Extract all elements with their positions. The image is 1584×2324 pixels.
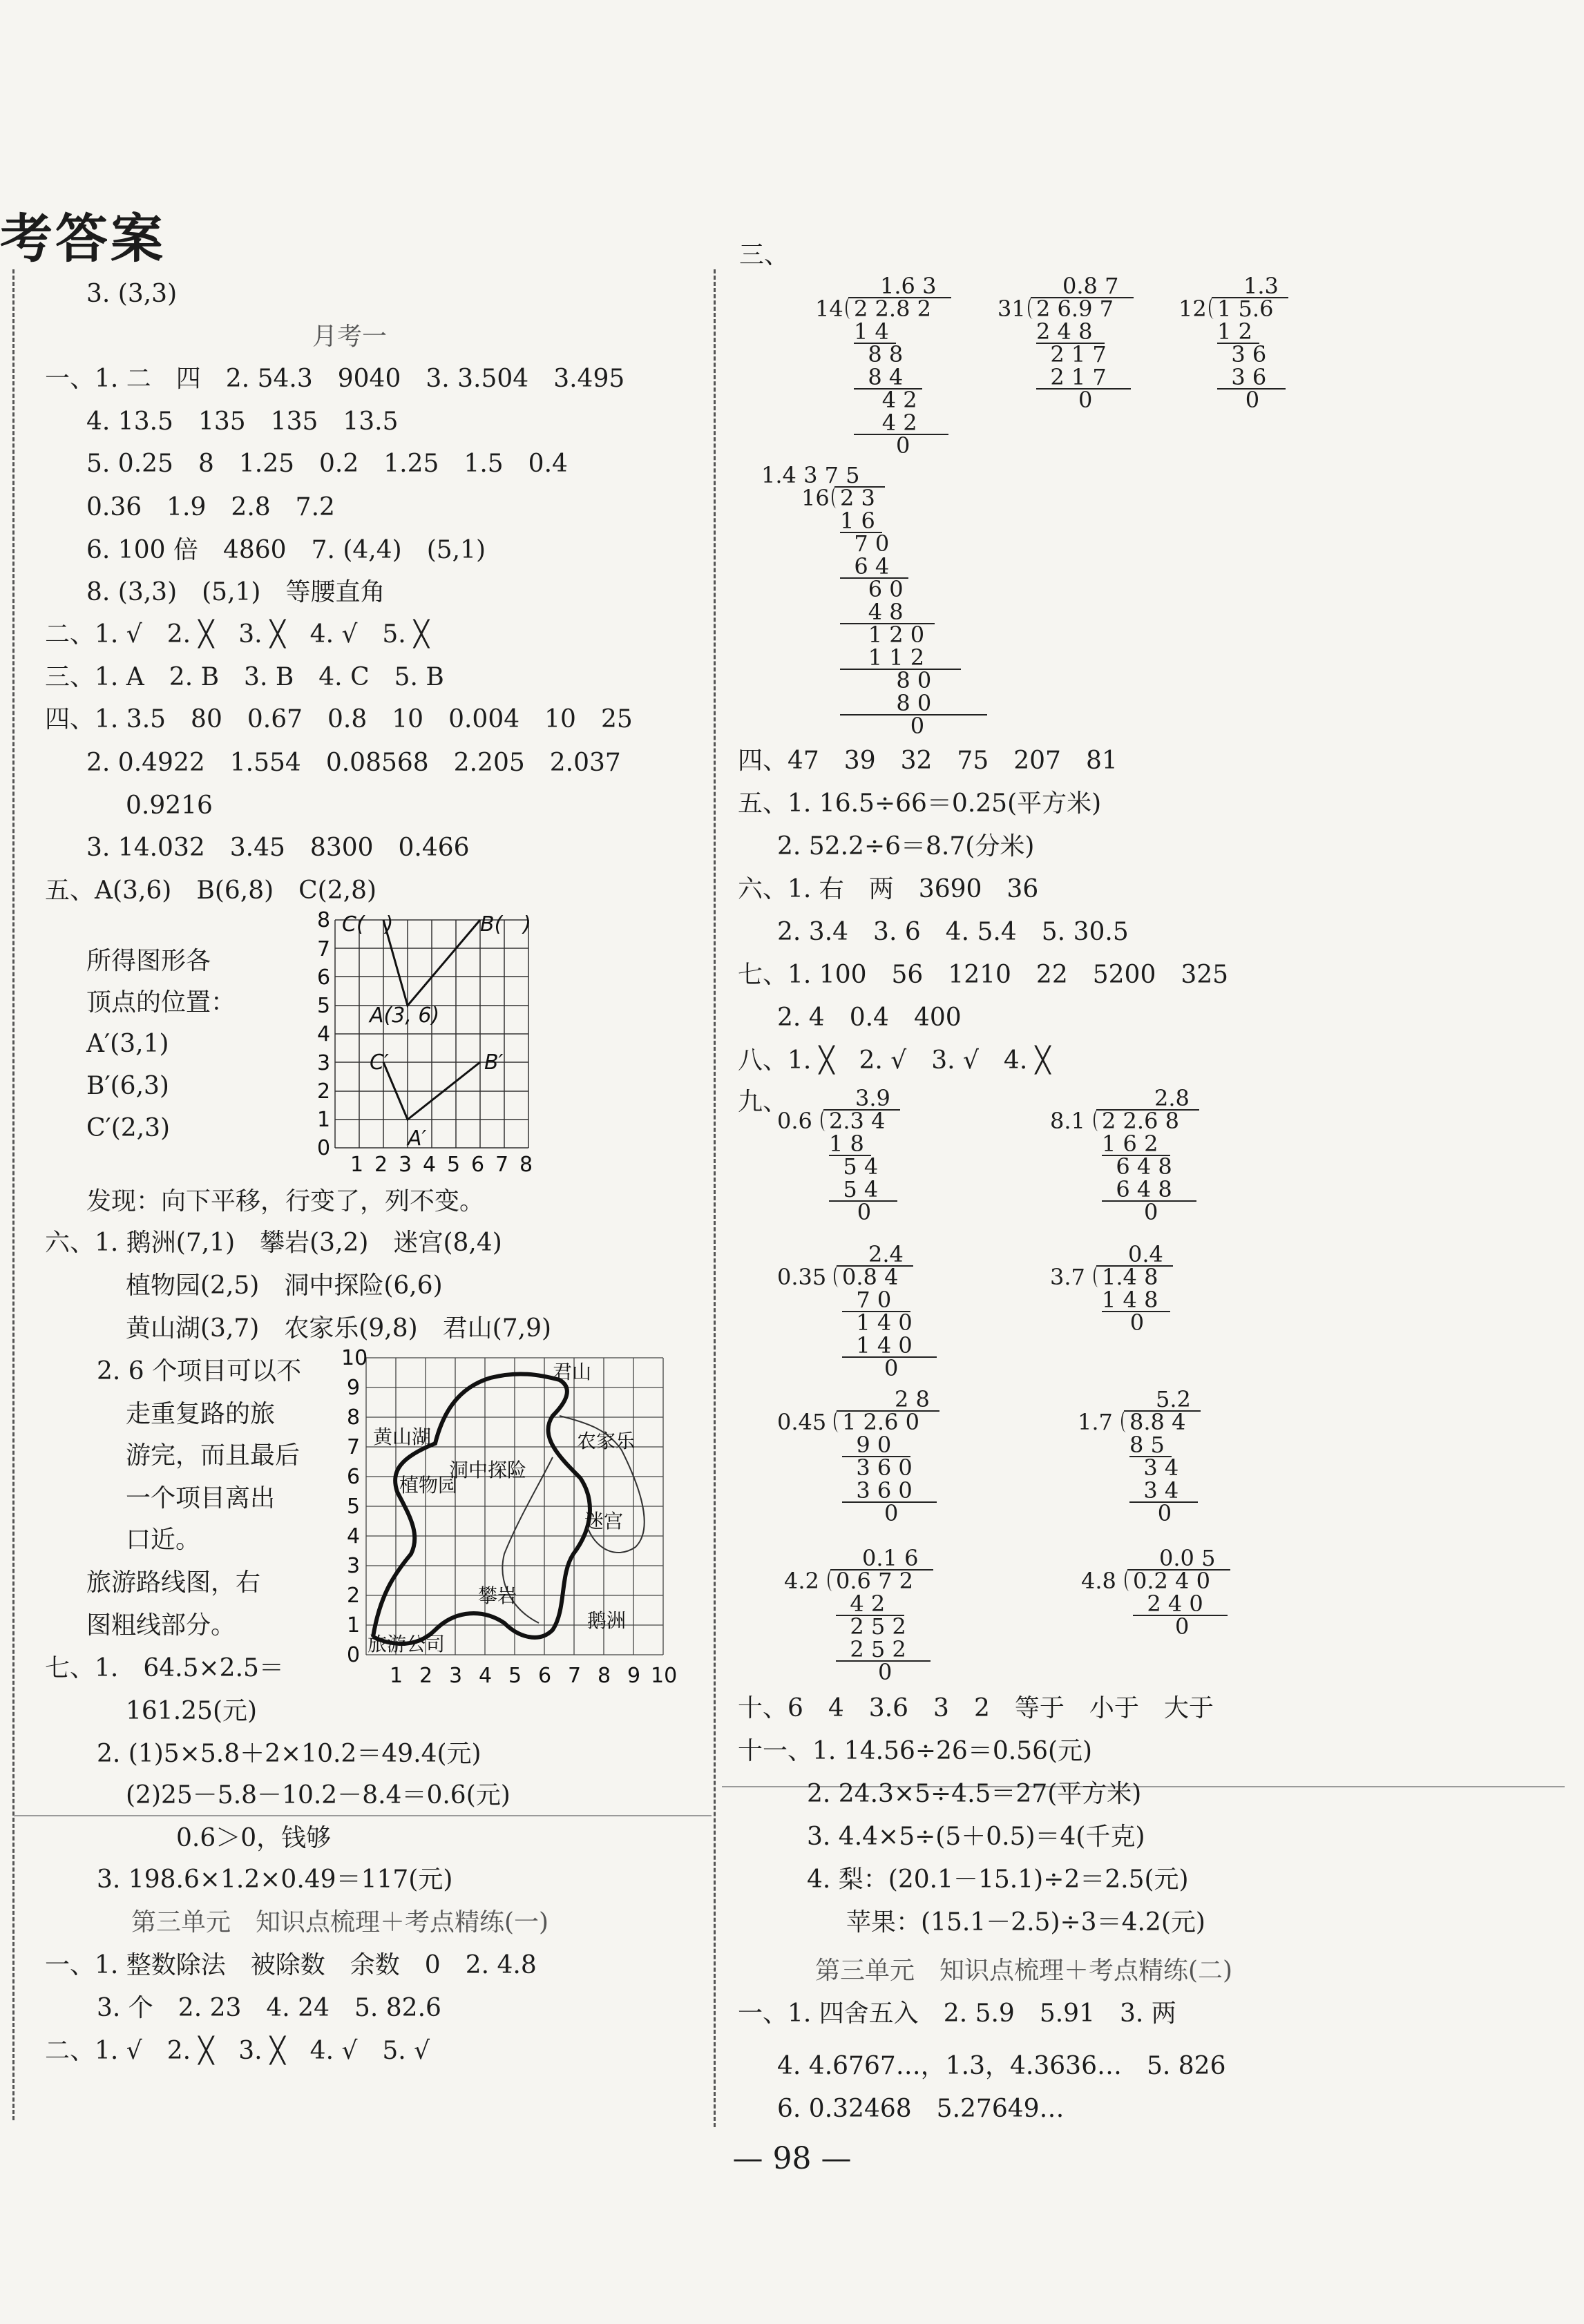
- answer-line: 六、1. 右 两 3690 36: [738, 875, 1039, 903]
- svg-text:3: 3: [317, 1051, 331, 1075]
- tourist-route-map: [332, 1347, 691, 1692]
- answer-line: 一、1. 四舍五入 2. 5.9 5.91 3. 两: [738, 1999, 1176, 2028]
- answer-line: 6. 0.32468 5.27649…: [777, 2095, 1065, 2123]
- divisor: 16: [801, 485, 830, 511]
- division-step: 1 4 8: [1102, 1287, 1158, 1313]
- svg-text:8: 8: [598, 1664, 611, 1688]
- answer-line: 4. 梨：(20.1－15.1)÷2＝2.5(元): [807, 1865, 1189, 1894]
- answer-line: 十一、1. 14.56÷26＝0.56(元): [738, 1737, 1093, 1765]
- answer-line: 3. (3,3): [86, 280, 178, 308]
- answer-line: 二、1. √ 2. ╳ 3. ╳ 4. √ 5. ╳: [45, 620, 429, 649]
- division-step: 0: [1133, 1613, 1190, 1640]
- graph-note: B′(6,3): [86, 1072, 169, 1100]
- svg-text:3: 3: [347, 1554, 361, 1578]
- svg-text:2: 2: [374, 1153, 388, 1177]
- quotient: 1.4 3 7 5: [761, 462, 860, 488]
- quotient: 5.2: [1156, 1386, 1191, 1412]
- svg-text:8: 8: [347, 1405, 361, 1430]
- division-step: 0: [840, 713, 925, 739]
- svg-text:1: 1: [350, 1153, 364, 1177]
- division-step: 1 4: [854, 318, 889, 345]
- quotient: 0.0 5: [1159, 1545, 1216, 1571]
- division-step: 5 4: [829, 1176, 879, 1202]
- division-step: 3 4: [1129, 1477, 1179, 1504]
- place-nongjiale: 农家乐: [577, 1430, 636, 1452]
- division-step: 0: [842, 1355, 899, 1381]
- answer-line: 2. (1)5×5.8＋2×10.2＝49.4(元): [97, 1740, 481, 1768]
- svg-text:10: 10: [651, 1664, 678, 1688]
- point-c-label: C( ): [342, 912, 394, 937]
- svg-text:8: 8: [317, 910, 331, 932]
- route-note: 旅游路线图，右: [86, 1568, 261, 1597]
- svg-text:7: 7: [495, 1153, 509, 1177]
- quotient: 1.6 3: [880, 273, 937, 299]
- answer-line: 四、47 39 32 75 207 81: [738, 747, 1118, 775]
- dividend: 2 2.8 2: [854, 296, 931, 322]
- division-step: 6 4: [840, 553, 890, 579]
- division-step: 1 4 0: [842, 1309, 913, 1336]
- division-step: 3 6: [1217, 364, 1267, 390]
- answer-line: 2. 52.2÷6＝8.7(分米): [777, 832, 1035, 861]
- svg-text:6: 6: [471, 1153, 485, 1177]
- division-step: 3 6 0: [842, 1454, 913, 1481]
- division-step: 8 5: [1129, 1432, 1165, 1458]
- route-note: 一个项目离出: [126, 1484, 276, 1512]
- divisor: 8.1: [1050, 1108, 1085, 1134]
- answer-line: 一、1. 二 四 2. 54.3 9040 3. 3.504 3.495: [45, 365, 625, 393]
- division-step: 3 6 0: [842, 1477, 913, 1504]
- dividend: 1 2.6 0: [842, 1409, 919, 1435]
- svg-text:5: 5: [447, 1153, 461, 1177]
- fold-line-left: [14, 1815, 712, 1816]
- division-step: 4 8: [840, 599, 904, 625]
- svg-text:4: 4: [423, 1153, 437, 1177]
- svg-text:3: 3: [449, 1664, 463, 1688]
- place-dongzhong: 洞中探险: [449, 1459, 527, 1481]
- answer-line: 3. 个 2. 23 4. 24 5. 82.6: [97, 1994, 441, 2022]
- place-junshan: 君山: [553, 1361, 592, 1383]
- answer-line: 四、1. 3.5 80 0.67 0.8 10 0.004 10 25: [45, 705, 633, 733]
- division-step: 1 1 2: [840, 644, 925, 671]
- division-step: 1 2: [1217, 318, 1252, 345]
- dividend: 2.3 4: [829, 1108, 886, 1134]
- division-step: 1 2 0: [840, 622, 925, 648]
- answer-line: (2)25－5.8－10.2－8.4＝0.6(元): [126, 1781, 510, 1809]
- answer-line: 苹果：(15.1－2.5)÷3＝4.2(元): [846, 1908, 1205, 1937]
- route-note: 图粗线部分。: [86, 1611, 236, 1640]
- division-step: 1 4 0: [842, 1332, 913, 1358]
- answer-line: 3. 14.032 3.45 8300 0.466: [86, 834, 470, 862]
- svg-text:10: 10: [341, 1347, 368, 1370]
- division-step: 2 5 2: [836, 1613, 906, 1640]
- division-step: 4 2: [854, 387, 917, 413]
- answer-line: 八、1. ╳ 2. √ 3. √ 4. ╳: [738, 1046, 1051, 1075]
- quotient: 0.4: [1128, 1241, 1163, 1267]
- divisor: 31: [998, 296, 1026, 322]
- divisor: 12: [1179, 296, 1207, 322]
- graph-note: C′(2,3): [86, 1114, 171, 1142]
- division-step: 7 0: [840, 530, 890, 557]
- point-a-label: A(3, 6): [370, 1003, 440, 1028]
- division-step: 5 4: [829, 1153, 879, 1180]
- point-c-prime-label: C′: [370, 1050, 389, 1075]
- divisor: 0.35: [777, 1264, 827, 1290]
- division-step: 8 0: [840, 690, 932, 716]
- svg-text:5: 5: [508, 1664, 522, 1688]
- answer-line: 发现：向下平移，行变了，列不变。: [86, 1187, 485, 1216]
- answer-line: 十、6 4 3.6 3 2 等于 小于 大于: [738, 1694, 1214, 1722]
- svg-text:2: 2: [347, 1584, 361, 1608]
- route-note: 走重复路的旅: [126, 1400, 276, 1428]
- answer-line: 0.6＞0，钱够: [176, 1824, 332, 1852]
- divisor: 1.7: [1078, 1409, 1113, 1435]
- division-step: 0: [854, 432, 910, 459]
- division-step: 0: [1102, 1199, 1158, 1225]
- division-step: 9 0: [842, 1432, 892, 1458]
- division-step: 7 0: [842, 1287, 892, 1313]
- dividend: 0.2 4 0: [1133, 1568, 1210, 1594]
- svg-text:7: 7: [568, 1664, 582, 1688]
- division-step: 0: [1036, 387, 1093, 413]
- division-step: 6 4 8: [1102, 1153, 1172, 1180]
- answer-line: 五、1. 16.5÷66＝0.25(平方米): [738, 789, 1102, 818]
- quotient: 0.8 7: [1062, 273, 1119, 299]
- answer-line: 161.25(元): [126, 1697, 258, 1725]
- page-header: 考答案: [0, 208, 166, 269]
- division-step: 4 2: [854, 410, 917, 436]
- place-ezhou: 鹅洲: [587, 1609, 627, 1632]
- quotient: 3.9: [855, 1085, 890, 1111]
- svg-text:3: 3: [399, 1153, 412, 1177]
- svg-text:2: 2: [419, 1664, 433, 1688]
- answer-line: 植物园(2,5) 洞中探险(6,6): [126, 1271, 443, 1300]
- answer-line: 2. 4 0.4 400: [777, 1003, 962, 1032]
- answer-line: 0.36 1.9 2.8 7.2: [86, 493, 335, 521]
- svg-text:6: 6: [347, 1465, 361, 1489]
- svg-text:6: 6: [317, 966, 331, 990]
- route-note: 2. 6 个项目可以不: [97, 1357, 302, 1385]
- column-divider: [714, 269, 716, 2127]
- svg-text:8: 8: [519, 1153, 533, 1177]
- answer-line: 4. 13.5 135 135 13.5: [86, 407, 399, 436]
- answer-line: 七、1. 100 56 1210 22 5200 325: [738, 961, 1229, 989]
- dividend: 1 5.6: [1217, 296, 1274, 322]
- division-step: 1 8: [829, 1131, 864, 1157]
- answer-line: 黄山湖(3,7) 农家乐(9,8) 君山(7,9): [126, 1314, 552, 1343]
- svg-text:9: 9: [627, 1664, 641, 1688]
- section-title-unit3-part1: 第三单元 知识点梳理＋考点精练(一): [131, 1908, 549, 1937]
- divisor: 14: [815, 296, 843, 322]
- answer-label: 三、: [739, 241, 790, 269]
- point-a-prime-label: A′: [408, 1126, 427, 1151]
- answer-line: 2. 3.4 3. 6 4. 5.4 5. 30.5: [777, 918, 1129, 946]
- division-step: 0: [836, 1659, 893, 1685]
- section-title-yuekao: 月考一: [312, 323, 388, 351]
- division-step: 1 6 2: [1102, 1131, 1158, 1157]
- dividend: 8.8 4: [1129, 1409, 1186, 1435]
- division-step: 0: [1129, 1500, 1172, 1526]
- division-step: 3 6: [1217, 341, 1267, 367]
- dividend: 2 3: [840, 485, 875, 511]
- graph-note: 所得图形各: [86, 947, 211, 975]
- division-step: 0: [1217, 387, 1260, 413]
- section-title-unit3-part2: 第三单元 知识点梳理＋考点精练(二): [815, 1957, 1233, 1985]
- answer-line: 2. 0.4922 1.554 0.08568 2.205 2.037: [86, 749, 621, 777]
- division-step: 2 5 2: [836, 1636, 906, 1662]
- division-step: 0: [1102, 1309, 1145, 1336]
- place-zhiwuyuan: 植物园: [399, 1474, 458, 1497]
- answer-line: 4. 4.6767…，1.3，4.3636… 5. 826: [777, 2052, 1226, 2080]
- divisor: 3.7: [1050, 1264, 1085, 1290]
- answer-line: 三、1. A 2. B 3. B 4. C 5. B: [45, 663, 444, 691]
- svg-text:7: 7: [347, 1435, 361, 1459]
- place-panyan: 攀岩: [478, 1584, 517, 1607]
- svg-text:4: 4: [479, 1664, 493, 1688]
- division-step: 2 1 7: [1036, 341, 1107, 367]
- graph-note: 顶点的位置：: [86, 988, 236, 1017]
- answer-line: 2. 24.3×5÷4.5＝27(平方米): [807, 1780, 1142, 1808]
- division-step: 8 8: [854, 341, 904, 367]
- place-huangshanhu: 黄山湖: [373, 1425, 432, 1448]
- divisor: 4.2: [784, 1568, 819, 1594]
- answer-line: 七、1. 64.5×2.5＝: [45, 1654, 284, 1682]
- answer-line: 五、A(3,6) B(6,8) C(2,8): [45, 876, 377, 905]
- answer-line: 0.9216: [126, 791, 213, 820]
- answer-line: 3. 198.6×1.2×0.49＝117(元): [97, 1865, 453, 1894]
- svg-text:6: 6: [538, 1664, 552, 1688]
- svg-text:5: 5: [317, 994, 331, 1018]
- division-step: 0: [829, 1199, 872, 1225]
- divisor: 0.6: [777, 1108, 812, 1134]
- answer-line: 一、1. 整数除法 被除数 余数 0 2. 4.8: [45, 1951, 537, 1979]
- svg-text:0: 0: [317, 1136, 331, 1160]
- svg-text:1: 1: [390, 1664, 403, 1688]
- answer-line: 5. 0.25 8 1.25 0.2 1.25 1.5 0.4: [86, 450, 568, 478]
- left-margin-line: [12, 269, 15, 2120]
- answer-line: 二、1. √ 2. ╳ 3. ╳ 4. √ 5. √: [45, 2037, 430, 2065]
- answer-line: 3. 4.4×5÷(5＋0.5)＝4(千克): [807, 1823, 1145, 1851]
- svg-text:1: 1: [347, 1613, 361, 1638]
- svg-text:5: 5: [347, 1495, 361, 1519]
- graph-note: A′(3,1): [86, 1030, 169, 1058]
- answer-line: 六、1. 鹅洲(7,1) 攀岩(3,2) 迷宫(8,4): [45, 1229, 502, 1257]
- answer-line: 8. (3,3) (5,1) 等腰直角: [86, 578, 385, 606]
- place-migong: 迷宫: [584, 1510, 624, 1533]
- point-b-label: B( ): [480, 912, 531, 937]
- svg-text:4: 4: [347, 1524, 361, 1548]
- page-number: — 98 —: [732, 2141, 852, 2176]
- division-step: 6 0: [840, 576, 904, 602]
- division-step: 2 4 8: [1036, 318, 1093, 345]
- dividend: 2 2.6 8: [1102, 1108, 1179, 1134]
- division-step: 2 4 0: [1133, 1591, 1203, 1617]
- divisor: 0.45: [777, 1409, 827, 1435]
- division-step: 3 4: [1129, 1454, 1179, 1481]
- svg-text:0: 0: [347, 1643, 361, 1667]
- division-step: 4 2: [836, 1591, 886, 1617]
- division-step: 2 1 7: [1036, 364, 1107, 390]
- quotient: 0.1 6: [862, 1545, 919, 1571]
- place-lvyou: 旅游公司: [368, 1633, 446, 1655]
- answer-line: 6. 100 倍 4860 7. (4,4) (5,1): [86, 536, 486, 564]
- svg-text:1: 1: [317, 1108, 331, 1132]
- route-note: 游完，而且最后: [126, 1441, 300, 1470]
- answer-label: 九、: [738, 1088, 788, 1116]
- divisor: 4.8: [1081, 1568, 1116, 1594]
- quotient: 2.4: [868, 1241, 904, 1267]
- translation-grid-graph: [307, 910, 584, 1180]
- division-step: 6 4 8: [1102, 1176, 1172, 1202]
- svg-text:2: 2: [317, 1079, 331, 1104]
- division-step: 8 0: [840, 667, 932, 693]
- svg-text:7: 7: [317, 937, 331, 961]
- dividend: 2 6.9 7: [1036, 296, 1114, 322]
- division-step: 0: [842, 1500, 899, 1526]
- svg-text:4: 4: [317, 1022, 331, 1046]
- dividend: 0.6 7 2: [836, 1568, 913, 1594]
- dividend: 0.8 4: [842, 1264, 899, 1290]
- route-note: 口近。: [126, 1526, 201, 1554]
- point-b-prime-label: B′: [484, 1050, 504, 1075]
- dividend: 1.4 8: [1102, 1264, 1158, 1290]
- quotient: 1.3: [1243, 273, 1279, 299]
- svg-text:9: 9: [347, 1376, 361, 1400]
- quotient: 2 8: [895, 1386, 930, 1412]
- division-step: 1 6: [840, 508, 875, 534]
- quotient: 2.8: [1154, 1085, 1190, 1111]
- division-step: 8 4: [854, 364, 904, 390]
